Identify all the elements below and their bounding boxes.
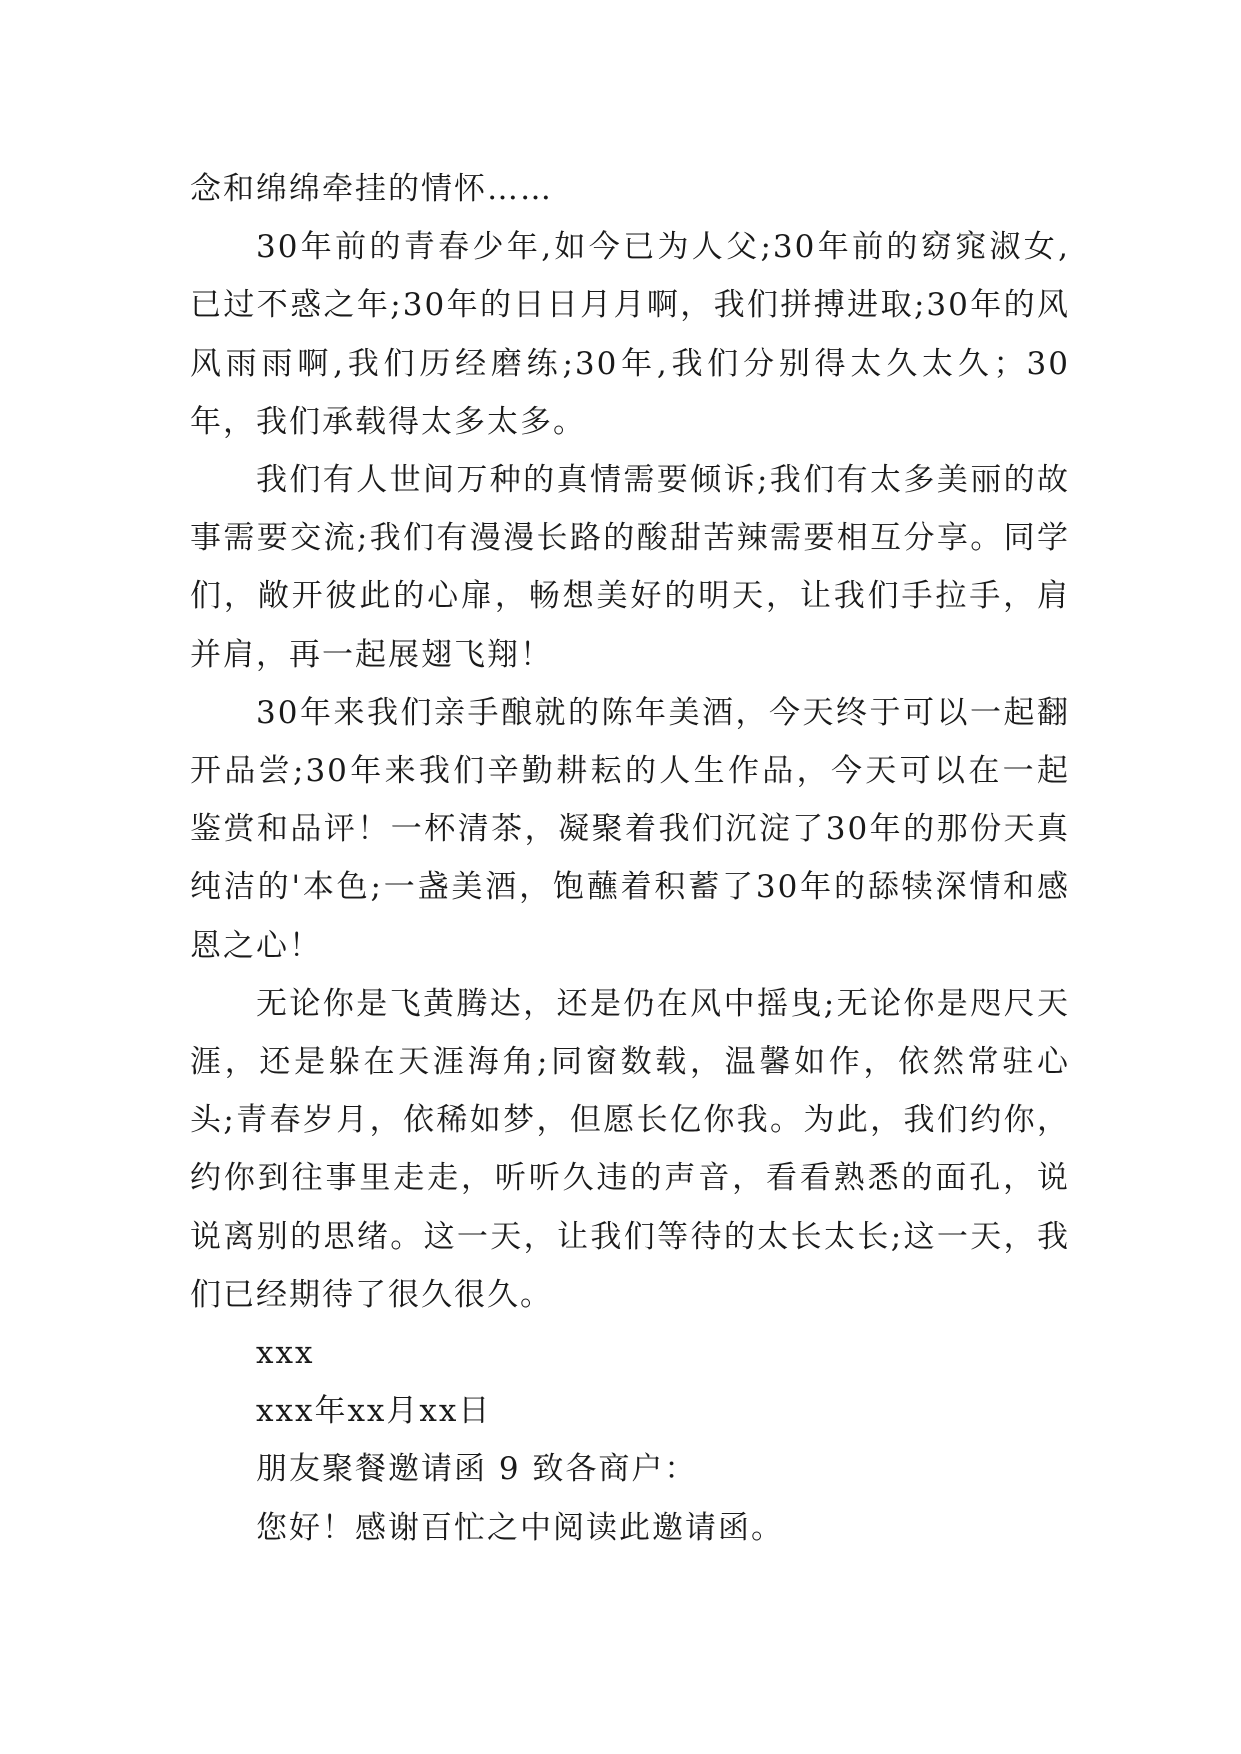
paragraph-invitation: 无论你是飞黄腾达，还是仍在风中摇曳;无论你是咫尺天涯，还是躲在天涯海角;同窗数载，温馨如作，依然常驻心头;青春岁月，依稀如梦，但愿长亿你我。为此，我们约你，约你到往事里走走，听听久违的声音，看看熟悉的面孔，说说离别的思绪。这一天，让我们等待的太长太长;这一天，我们已经期待了很久很久。 bbox=[190, 985, 1070, 1313]
document-body bbox=[190, 160, 1070, 1557]
next-letter-title: 朋友聚餐邀请函 9 致各商户： bbox=[256, 1451, 698, 1488]
date-line: xxx年xx月xx日 bbox=[256, 1393, 492, 1430]
paragraph-wine-and-tea: 30年来我们亲手酿就的陈年美酒，今天终于可以一起翻开品尝;30年来我们辛勤耕耘的人生作品，今天可以在一起鉴赏和品评！一杯清茶，凝聚着我们沉淀了30年的那份天真纯洁的'本色;一盏美酒，饱蘸着积蓄了30年的舔犊深情和感恩之心！ bbox=[190, 694, 1070, 964]
signature: xxx bbox=[256, 1335, 315, 1372]
paragraph-share-stories: 我们有人世间万种的真情需要倾诉;我们有太多美丽的故事需要交流;我们有漫漫长路的酸甜苦辣需要相互分享。同学们，敞开彼此的心扉，畅想美好的明天，让我们手拉手，肩并肩，再一起展翅飞翔！ bbox=[190, 462, 1070, 673]
greeting-line: 您好！感谢百忙之中阅读此邀请函。 bbox=[256, 1509, 784, 1546]
paragraph-thirty-years: 30年前的青春少年,如今已为人父;30年前的窈窕淑女,已过不惑之年;30年的日日月月啊，我们拼搏进取;30年的风风雨雨啊,我们历经磨练;30年,我们分别得太久太久；30年，我们承载得太多太多。 bbox=[190, 229, 1070, 440]
paragraph-continuation: 念和绵绵牵挂的情怀…… bbox=[190, 171, 553, 207]
